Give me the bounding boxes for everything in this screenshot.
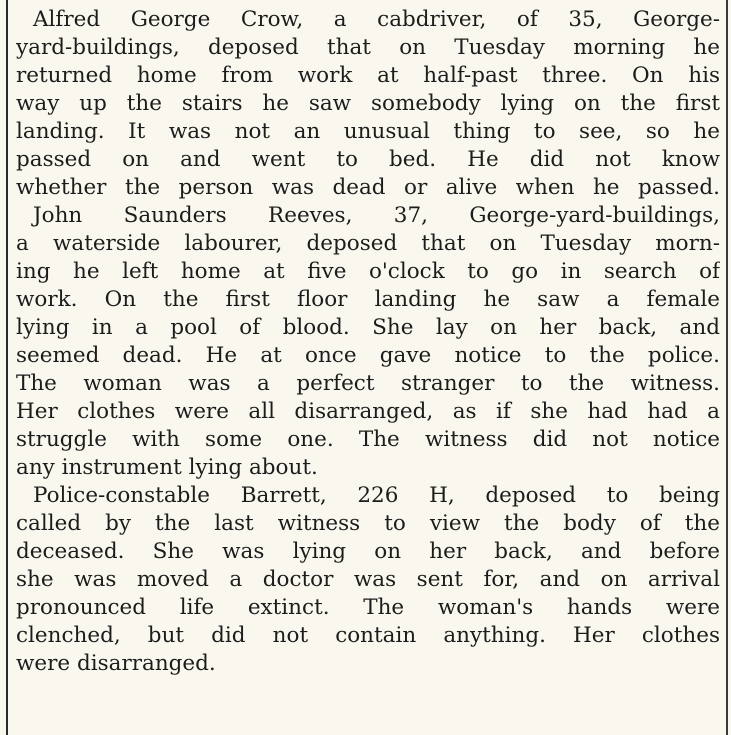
text-line: called by the last witness to view the body of the <box>16 511 720 536</box>
text-line: she was moved a doctor was sent for, and on arrival <box>16 567 720 592</box>
text-line: pronounced life extinct. The woman's hands were <box>16 595 720 620</box>
column-rule-right <box>726 0 728 735</box>
text-line: way up the stairs he saw somebody lying on the first <box>16 91 720 116</box>
text-line: whether the person was dead or alive when he passed. <box>16 175 720 200</box>
text-line: Her clothes were all disarranged, as if she had had a <box>16 399 720 424</box>
text-line: yard-buildings, deposed that on Tuesday morning he <box>16 35 720 60</box>
text-line: Police-constable Barrett, 226 H, deposed to being <box>33 483 720 508</box>
text-line: returned home from work at half-past three. On his <box>16 63 720 88</box>
column-rule-left <box>6 0 8 735</box>
paragraph-barrett-testimony <box>16 482 720 678</box>
text-line: lying in a pool of blood. She lay on her back, and <box>16 315 720 340</box>
text-line: struggle with some one. The witness did not notice <box>16 427 720 452</box>
text-line: were disarranged. <box>16 651 216 676</box>
text-line: seemed dead. He at once gave notice to the police. <box>16 343 720 368</box>
text-line: work. On the first floor landing he saw a female <box>16 287 720 312</box>
paragraph-reeves-testimony <box>16 202 720 482</box>
text-line: a waterside labourer, deposed that on Tuesday morn- <box>16 231 720 256</box>
text-line: clenched, but did not contain anything. Her clothes <box>16 623 720 648</box>
text-line: deceased. She was lying on her back, and before <box>16 539 720 564</box>
text-line: ing he left home at five o'clock to go in search of <box>16 259 720 284</box>
text-line: landing. It was not an unusual thing to see, so he <box>16 119 720 144</box>
text-line: passed on and went to bed. He did not know <box>16 147 720 172</box>
text-line: The woman was a perfect stranger to the witness. <box>16 371 720 396</box>
text-line: any instrument lying about. <box>16 455 318 480</box>
text-line: Alfred George Crow, a cabdriver, of 35, George- <box>33 7 720 32</box>
text-line: John Saunders Reeves, 37, George-yard-buildings, <box>33 203 720 228</box>
paragraph-crow-testimony <box>16 6 720 202</box>
article-column <box>16 6 720 678</box>
